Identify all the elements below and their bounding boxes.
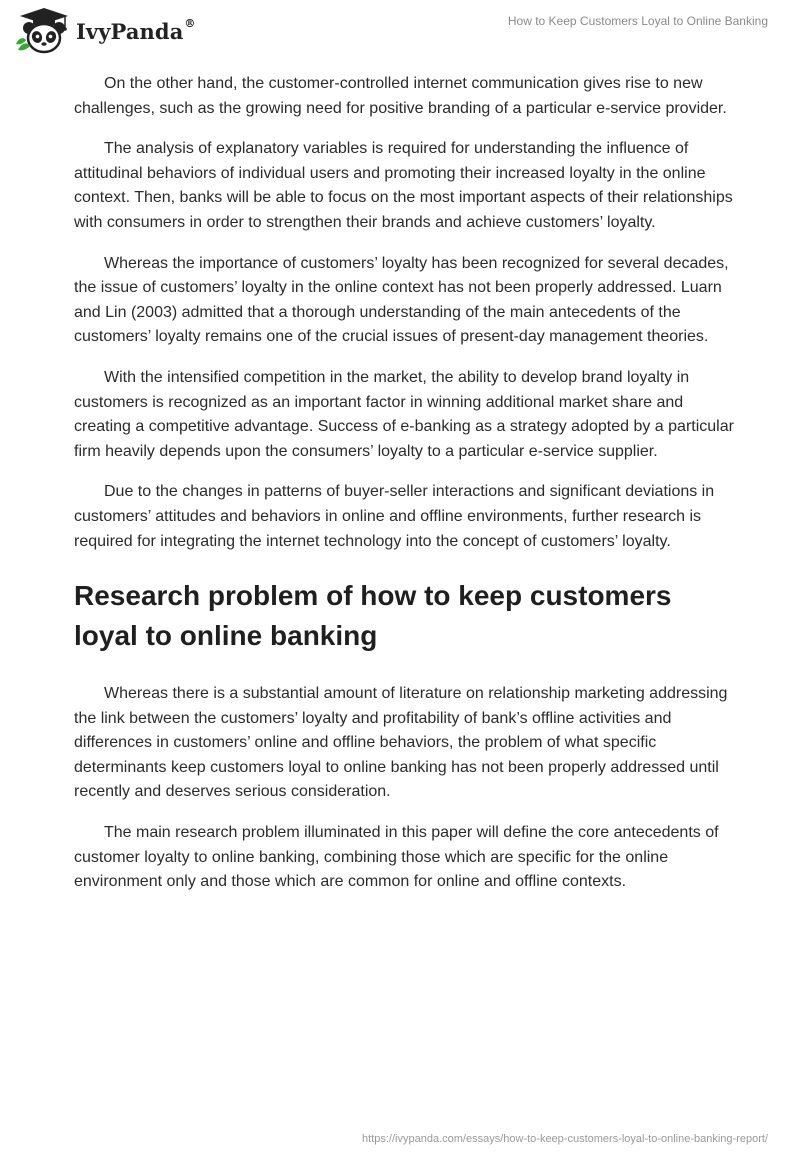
registered-mark: ® bbox=[184, 16, 196, 30]
source-url[interactable]: https://ivypanda.com/essays/how-to-keep-customers-loyal-to-online-banking-report/ bbox=[362, 1133, 768, 1145]
paragraph: Whereas there is a substantial amount of literature on relationship marketing addressing the link between the customers’ loyalty and profitability of bank’s offline activities and differences in customers’ online and offline behaviors, the problem of what specific determinants keep customers loyal to online banking has not been properly addressed until recently and deserves serious consideration. bbox=[74, 685, 728, 801]
page-header bbox=[0, 0, 800, 62]
section-heading: Research problem of how to keep customers loyal to online banking bbox=[74, 580, 672, 652]
document-title: How to Keep Customers Loyal to Online Banking bbox=[507, 14, 768, 28]
paragraph: Whereas the importance of customers’ loyalty has been recognized for several decades, the issue of customers’ loyalty in the online context has not been properly addressed. Luarn and Lin (2003) admitted that a thorough understanding of the main antecedents of the customers’ loyalty remains one of the crucial issues of present-day management theories. bbox=[74, 254, 729, 346]
paragraph: The analysis of explanatory variables is required for understanding the influence of attitudinal behaviors of individual users and promoting their increased loyalty in the online context. Then, banks will be able to focus on the most important aspects of their relationships with consumers in order to strengthen their brands and achieve customers’ loyalty. bbox=[74, 140, 733, 231]
paragraph: With the intensified competition in the market, the ability to develop brand loyalty in customers is recognized as an important factor in winning additional market share and creating a competitive advantage. Success of e-banking as a strategy adopted by a particular firm heavily depends upon the consumers’ loyalty to a particular e-service supplier. bbox=[74, 368, 734, 460]
brand-logo[interactable] bbox=[14, 6, 196, 56]
brand-name: IvyPanda® bbox=[76, 16, 196, 44]
essay-content bbox=[74, 72, 736, 911]
panda-logo-icon bbox=[14, 6, 74, 56]
paragraph: On the other hand, the customer-controlled internet communication gives rise to new challenges, such as the growing need for positive branding of a particular e-service provider. bbox=[74, 75, 727, 117]
paragraph: Due to the changes in patterns of buyer-seller interactions and significant deviations in customers’ attitudes and behaviors in online and offline environments, further research is required for integrating the internet technology into the concept of customers’ loyalty. bbox=[74, 483, 715, 550]
paragraph: The main research problem illuminated in this paper will define the core antecedents of customer loyalty to online banking, combining those which are specific for the online environment only and those which are common for online and offline contexts. bbox=[74, 824, 719, 891]
